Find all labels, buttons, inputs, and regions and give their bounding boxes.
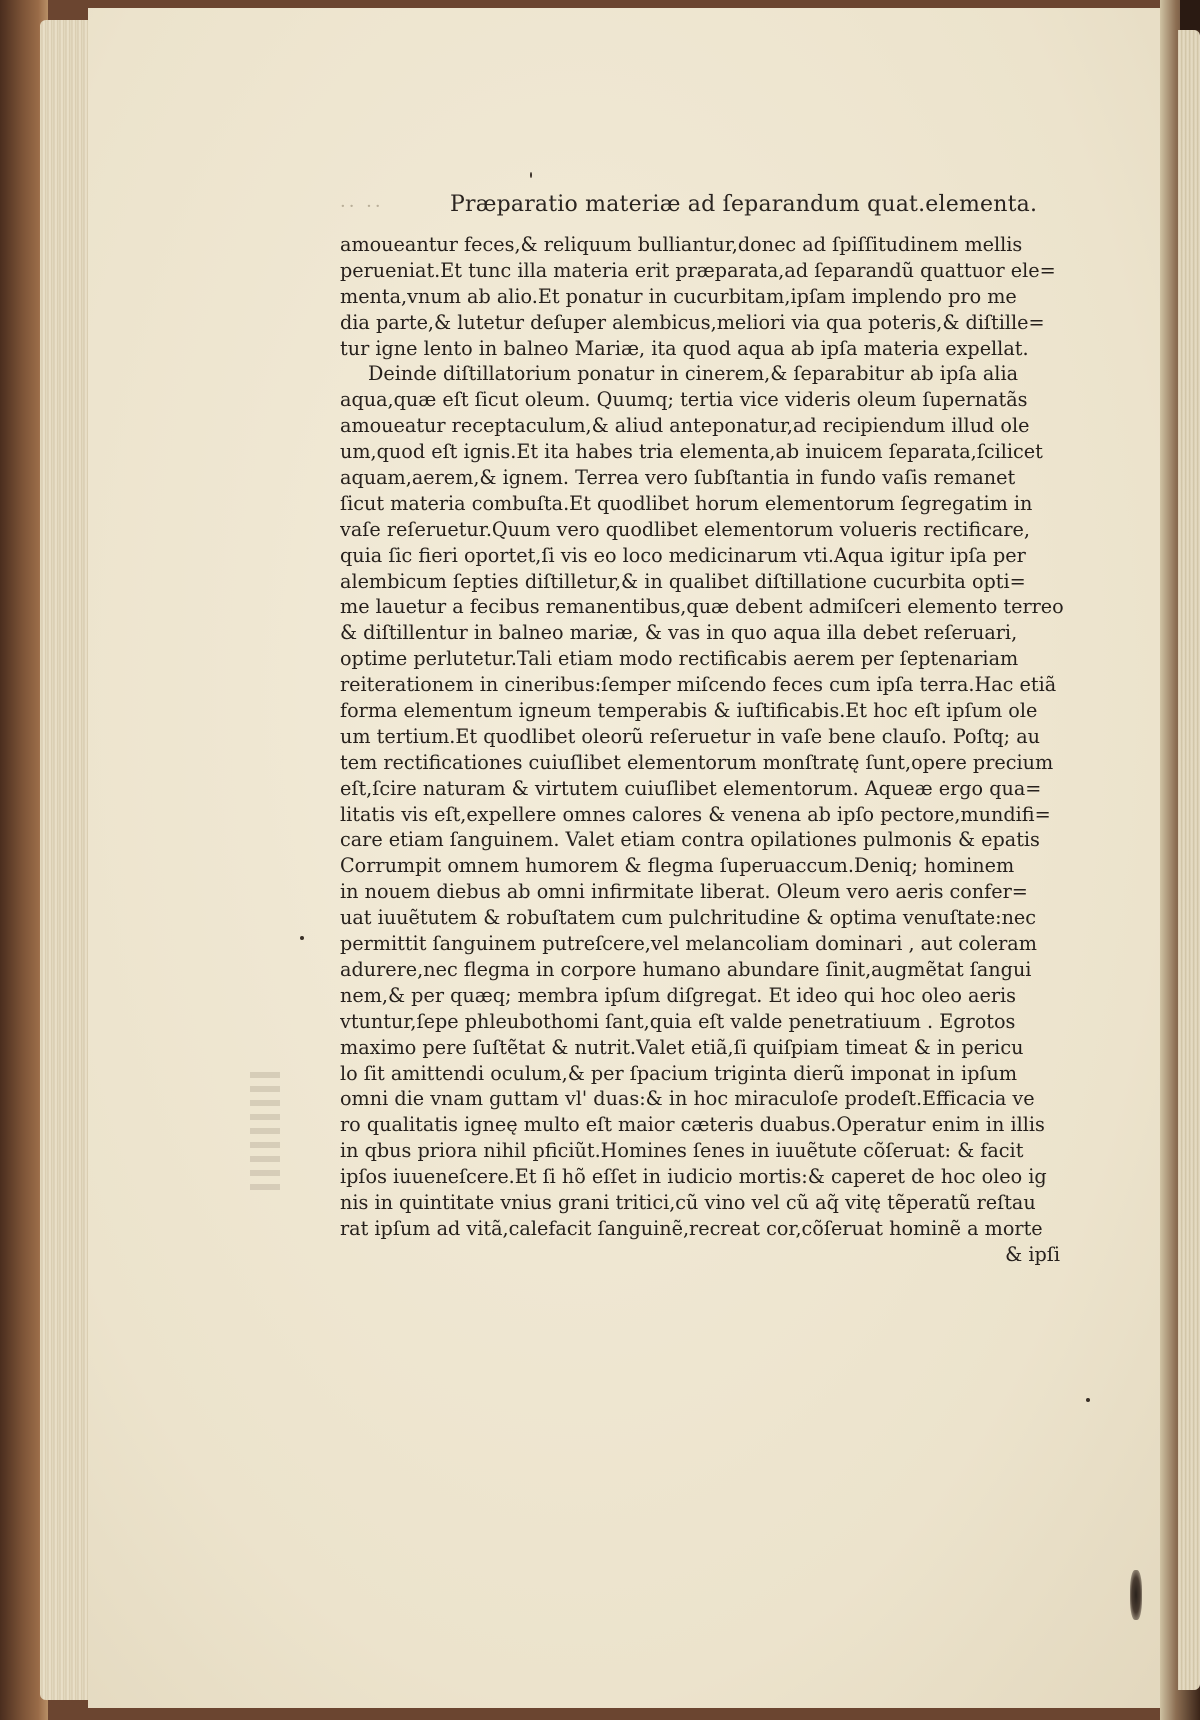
text-line: tem rectificationes cuiuſlibet elementorum monſtratę ſunt,opere precium	[340, 750, 1054, 774]
corner-shadow	[1180, 0, 1200, 30]
text-line: reiterationem in cineribus:ſemper miſcendo feces cum ipſa terra.Hac etiã	[340, 673, 1057, 697]
running-heading: Præparatio materiæ ad ſeparandum quat.elementa.	[450, 192, 1038, 217]
show-through-margin	[250, 1070, 280, 1190]
ink-speck	[530, 172, 532, 178]
text-line: ipſos iuueneſcere.Et ſi hõ eſſet in iudicio mortis:& caperet de hoc oleo ig	[340, 1165, 1047, 1189]
text-line: ſicut materia combuſta.Et quodlibet horum elementorum ſegregatim in	[340, 491, 1033, 515]
text-line: forma elementum igneum temperabis & iuſtificabis.Et hoc eſt ipſum ole	[340, 699, 1038, 723]
body-text	[340, 232, 1080, 1268]
text-line: alembicum ſepties diſtilletur,& in qualibet diſtillatione cucurbita opti=	[340, 569, 1026, 593]
text-line: & diſtillentur in balneo mariæ, & vas in quo aqua illa debet reſeruari,	[340, 621, 1018, 645]
text-line: tur igne lento in balneo Mariæ, ita quod aqua ab ipſa materia expellat.	[340, 336, 1029, 360]
text-line: amoueantur feces,& reliquum bulliantur,donec ad ſpiſſitudinem mellis	[340, 233, 1023, 256]
text-line: um,quod eſt ignis.Et ita habes tria elementa,ab inuicem ſeparata,ſcilicet	[340, 440, 1043, 464]
text-line: nis in quintitate vnius grani tritici,cũ vino vel cũ aq̃ vitę tẽperatũ reſtau	[340, 1190, 1036, 1214]
text-line: perueniat.Et tunc illa materia erit præparata,ad ſeparandũ quattuor ele=	[340, 258, 1056, 282]
text-line: aquam,aerem,& ignem. Terrea vero ſubſtantia in fundo vaſis remanet	[340, 466, 1016, 490]
text-line: dia parte,& lutetur deſuper alembicus,meliori via qua poteris,& diſtille=	[340, 310, 1045, 334]
facing-page-edge	[1178, 30, 1200, 1690]
ink-speck	[1086, 1398, 1090, 1402]
text-line: adurere,nec flegma in corpore humano abundare ſinit,augmẽtat ſangui	[340, 957, 1032, 981]
text-line: aqua,quæ eſt ſicut oleum. Quumq; tertia vice videris oleum ſupernatãs	[340, 388, 1028, 412]
text-line: vtuntur,ſepe phleubothomi ſant,quia eſt valde penetratiuum . Egrotos	[340, 1009, 1016, 1033]
text-line: eſt,ſcire naturam & virtutem cuiuſlibet elementorum. Aqueæ ergo qua=	[340, 776, 1042, 800]
text-line: ro qualitatis igneę multo eſt maior cæteris duabus.Operatur enim in illis	[340, 1113, 1045, 1137]
text-line: rat ipſum ad vitã,calefacit ſanguinẽ,recreat cor,cõſeruat hominẽ a morte	[340, 1216, 1043, 1240]
ink-stain	[1130, 1570, 1142, 1620]
text-line: um tertium.Et quodlibet oleorũ reſeruetur in vaſe bene clauſo. Poſtq; au	[340, 724, 1041, 748]
text-line: in qbus priora nihil pficiũt.Homines ſenes in iuuẽtute cõſeruat: & facit	[340, 1139, 1024, 1163]
text-line: permittit ſanguinem putreſcere,vel melancoliam dominari , aut coleram	[340, 932, 1037, 956]
text-line: menta,vnum ab alio.Et ponatur in cucurbitam,ipſam implendo pro me	[340, 284, 1017, 308]
text-line: uat iuuẽtutem & robuſtatem cum pulchritudine & optima venuſtate:nec	[340, 906, 1037, 930]
faint-show-through-mark: ·· ··	[340, 196, 384, 217]
text-line: Deinde diſtillatorium ponatur in cinerem,& ſeparabitur ab ipſa alia	[368, 362, 1019, 386]
text-line: Corrumpit omnem humorem & flegma ſuperuaccum.Deniq; hominem	[340, 854, 1015, 878]
ink-speck	[300, 936, 304, 940]
catchword: & ipſi	[1005, 1242, 1060, 1266]
text-line: litatis vis eſt,expellere omnes calores & venena ab ipſo pectore,mundifi=	[340, 802, 1051, 826]
text-line: maximo pere ſuſtẽtat & nutrit.Valet etiã,ſi quiſpiam timeat & in pericu	[340, 1035, 1024, 1059]
text-line: nem,& per quæq; membra ipſum diſgregat. Et ideo qui hoc oleo aeris	[340, 983, 1017, 1007]
text-line: me lauetur a fecibus remanentibus,quæ debent admiſceri elemento terreo	[340, 595, 1064, 619]
text-line: vaſe reſeruetur.Quum vero quodlibet elementorum volueris rectificare,	[340, 517, 1030, 541]
text-line: amoueatur receptaculum,& aliud anteponatur,ad recipiendum illud ole	[340, 414, 1030, 438]
text-line: optime perlutetur.Tali etiam modo rectificabis aerem per ſeptenariam	[340, 647, 1019, 671]
text-line: quia ſic fieri oportet,ſi vis eo loco medicinarum vti.Aqua igitur ipſa per	[340, 543, 1026, 567]
text-line: in nouem diebus ab omni infirmitate liberat. Oleum vero aeris confer=	[340, 880, 1028, 904]
text-line: lo ſit amittendi oculum,& per ſpacium triginta dierũ imponat in ipſum	[340, 1061, 1018, 1085]
text-line: omni die vnam guttam vl' duas:& in hoc miraculoſe prodeſt.Efficacia ve	[340, 1087, 1035, 1111]
text-line: care etiam ſanguinem. Valet etiam contra opilationes pulmonis & epatis	[340, 828, 1040, 852]
